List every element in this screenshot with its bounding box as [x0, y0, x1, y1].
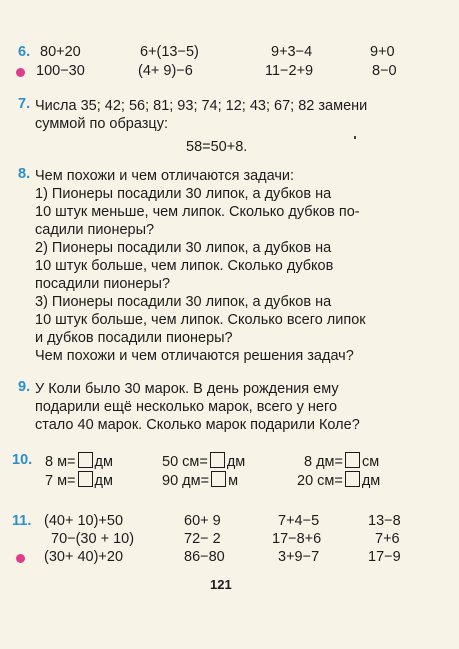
expression: (30+ 40)+20 — [44, 549, 124, 565]
exercise-text: 3) Пионеры посадили 30 липок, а дубков на — [35, 294, 332, 310]
expression: 7+4−5 — [278, 513, 320, 529]
conversion-unit: дм — [226, 454, 246, 470]
answer-box — [345, 452, 360, 468]
expression: (40+ 10)+50 — [44, 513, 124, 529]
exercise-text: подарили ещё несколько марок, всего у него — [35, 399, 338, 415]
exercise-text: и дубков посадили пионеры? — [35, 330, 233, 346]
conversion-left: 90 дм= — [162, 473, 210, 489]
conversion-item — [162, 452, 245, 470]
expression: 9+3−4 — [271, 44, 313, 60]
exercise-text: садили пионеры? — [35, 222, 155, 238]
expression: 86−80 — [184, 549, 225, 565]
expression: 11−2+9 — [265, 63, 314, 79]
conversion-left: 8 дм= — [304, 454, 343, 470]
print-speck — [354, 136, 356, 139]
expression: 13−8 — [368, 513, 401, 529]
difficulty-marker — [16, 554, 25, 563]
exercise-text: Числа 35; 42; 56; 81; 93; 74; 12; 43; 67; 82 замени — [35, 98, 368, 114]
conversion-item — [45, 452, 113, 470]
conversion-left: 20 см= — [297, 473, 343, 489]
exercise-text: суммой по образцу: — [35, 116, 168, 132]
conversion-left: 8 м= — [45, 454, 76, 470]
expression: 9+0 — [370, 44, 395, 60]
expression: 17−8+6 — [272, 531, 322, 547]
expression: (4+ 9)−6 — [138, 63, 193, 79]
exercise-text: У Коли было 30 марок. В день рождения ему — [35, 381, 339, 397]
conversion-unit: дм — [361, 473, 381, 489]
conversion-left: 7 м= — [45, 473, 76, 489]
conversion-item — [45, 471, 113, 489]
exercise-text: 10 штук меньше, чем липок. Сколько дубков по- — [35, 204, 360, 220]
conversion-item — [304, 452, 379, 470]
answer-box — [78, 452, 93, 468]
conversion-unit: дм — [94, 473, 113, 489]
expression: 17−9 — [368, 549, 401, 565]
expression: 70−(30 + 10) — [51, 531, 135, 547]
expression: 8−0 — [372, 63, 397, 79]
conversion-unit: м — [228, 473, 239, 489]
exercise-8-number: 8. — [18, 166, 31, 182]
conversion-left: 50 см= — [162, 454, 208, 470]
conversion-item — [297, 471, 380, 489]
exercise-text: стало 40 марок. Сколько марок подарили Коле? — [35, 417, 360, 433]
conversion-unit: дм — [94, 454, 113, 470]
conversion-unit: см — [362, 454, 380, 470]
answer-box — [210, 452, 225, 468]
answer-box — [345, 471, 360, 487]
exercise-text: посадили пионеры? — [35, 276, 171, 292]
exercise-6-number: 6. — [18, 44, 31, 60]
exercise-text: Чем похожи и чем отличаются решения задач? — [35, 348, 354, 364]
expression: 72− 2 — [184, 531, 221, 547]
exercise-text: 10 штук больше, чем липок. Сколько дубков — [35, 258, 334, 274]
exercise-text: 1) Пионеры посадили 30 липок, а дубков на — [35, 186, 332, 202]
exercise-text: 2) Пионеры посадили 30 липок, а дубков на — [35, 240, 332, 256]
expression: 80+20 — [40, 44, 81, 60]
expression: 3+9−7 — [278, 549, 320, 565]
answer-box — [78, 471, 93, 487]
sample-expression: 58=50+8. — [186, 139, 248, 155]
page-number: 121 — [210, 577, 232, 592]
expression: 60+ 9 — [184, 513, 221, 529]
exercise-text: 10 штук больше, чем липок. Сколько всего липок — [35, 312, 366, 328]
answer-box — [211, 471, 226, 487]
exercise-7-number: 7. — [18, 96, 31, 112]
expression: 7+6 — [375, 531, 400, 547]
conversion-item — [162, 471, 238, 489]
exercise-11-number: 11. — [12, 513, 32, 529]
exercise-9-number: 9. — [18, 379, 31, 395]
exercise-text: Чем похожи и чем отличаются задачи: — [35, 168, 295, 184]
difficulty-marker — [16, 68, 25, 77]
expression: 100−30 — [36, 63, 85, 79]
exercise-10-number: 10. — [12, 452, 33, 468]
expression: 6+(13−5) — [140, 44, 199, 60]
